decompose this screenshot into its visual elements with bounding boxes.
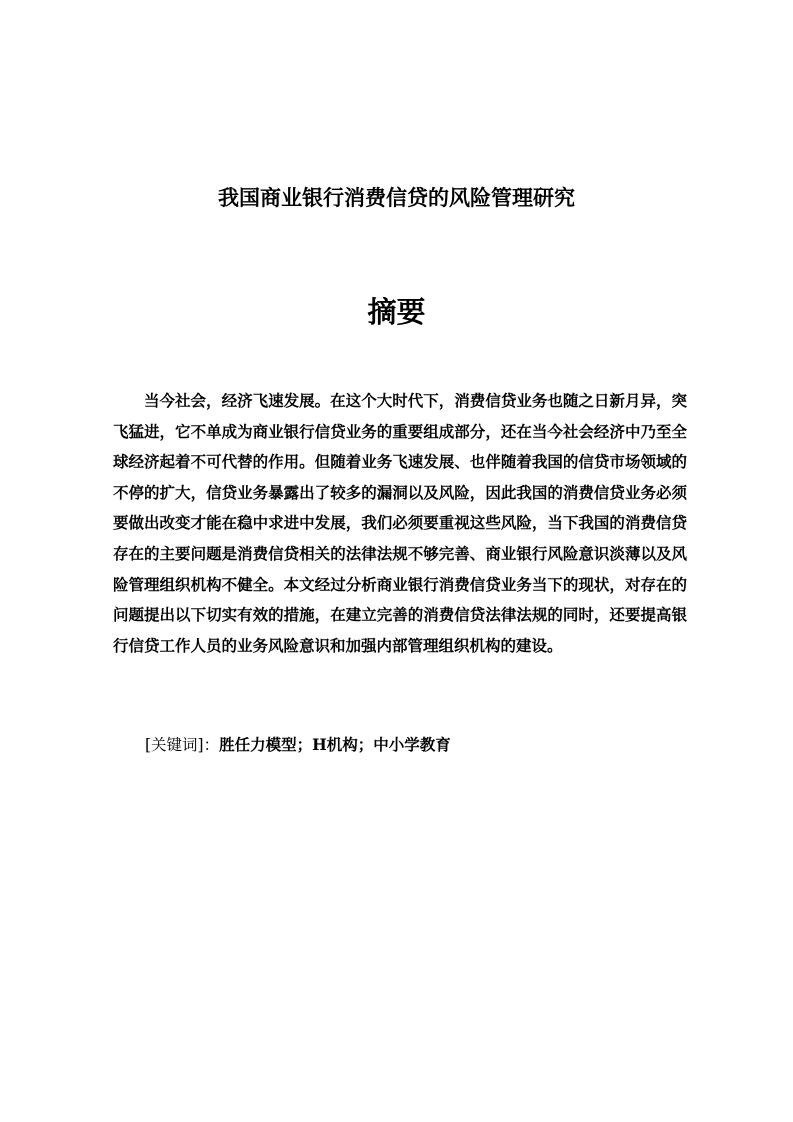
keywords-line bbox=[145, 733, 685, 757]
keywords-label: [关键词]： bbox=[145, 736, 220, 754]
abstract-paragraph: 当今社会，经济飞速发展。在这个大时代下，消费信贷业务也随之日新月异，突飞猛进，它不单成为商业银行信贷业务的重要组成部分，还在当今社会经济中乃至全球经济起着不可代替的作用。但随着业务飞速发展、也伴随着我国的信贷市场领域的不停的扩大，信贷业务暴露出了较多的漏洞以及风险，因此我国的消费信贷业务必须要做出改变才能在稳中求进中发展，我们必须要重视这些风险，当下我国的消费信贷存在的主要问题是消费信贷相关的法律法规不够完善、商业银行风险意识淡薄以及风险管理组织机构不健全。本文经过分析商业银行消费信贷业务当下的现状，对存在的问题提出以下切实有效的措施，在建立完善的消费信贷法律法规的同时，还要提高银行信贷工作人员的业务风险意识和加强内部管理组织机构的建设。 bbox=[113, 391, 687, 655]
keywords-text: 胜任力模型；H机构；中小学教育 bbox=[219, 735, 451, 754]
abstract-heading: 摘要 bbox=[367, 295, 426, 329]
document-title: 我国商业银行消费信贷的风险管理研究 bbox=[218, 185, 575, 210]
